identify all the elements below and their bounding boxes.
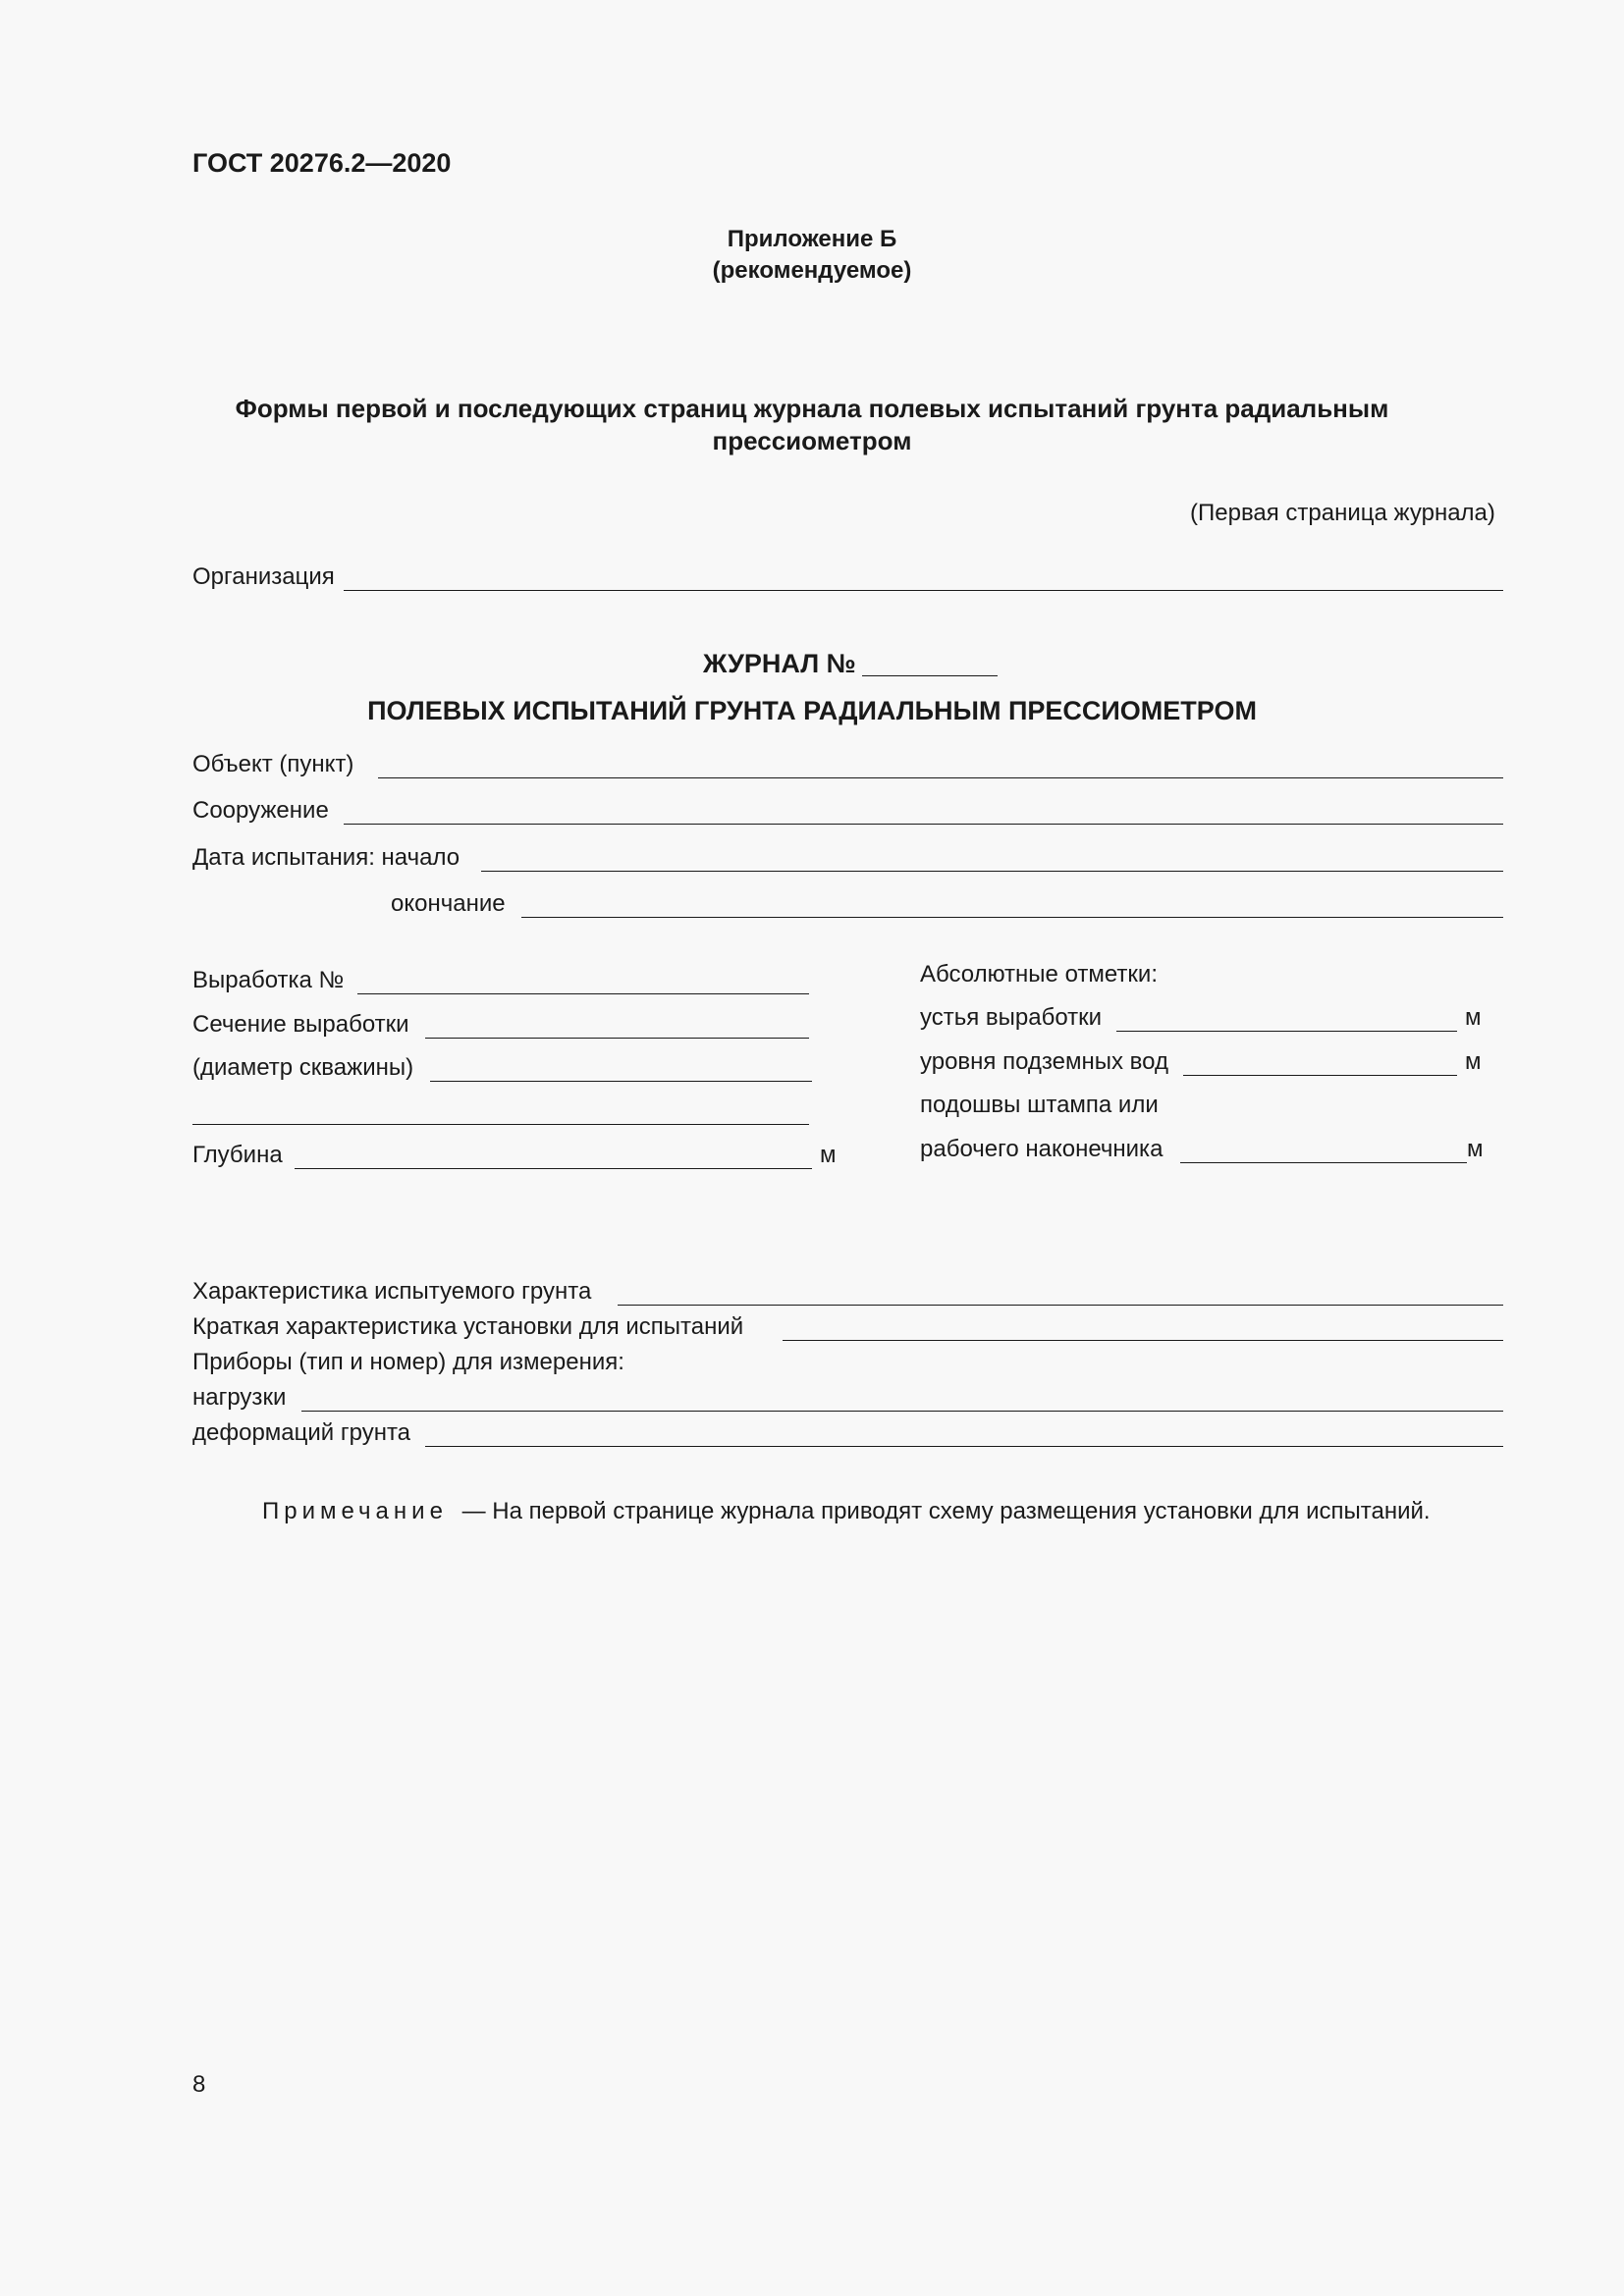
- mouth-label: устья выработки: [920, 1004, 1103, 1031]
- groundwater-label: уровня подземных вод: [920, 1048, 1168, 1075]
- journal-number-fill-line[interactable]: [862, 675, 998, 676]
- depth-unit: м: [820, 1142, 837, 1168]
- organization-label: Организация: [192, 563, 335, 590]
- page-marker: (Первая страница журнала): [1190, 500, 1495, 526]
- mouth-fill-line[interactable]: [1116, 1031, 1457, 1032]
- organization-fill-line[interactable]: [344, 590, 1503, 591]
- structure-label: Сооружение: [192, 797, 329, 824]
- test-date-end-label: окончание: [391, 890, 506, 917]
- installation-label: Краткая характеристика установки для испытаний: [192, 1313, 744, 1340]
- test-date-end-fill-line[interactable]: [521, 917, 1503, 918]
- journal-subtitle: ПОЛЕВЫХ ИСПЫТАНИЙ ГРУНТА РАДИАЛЬНЫМ ПРЕССИОМЕТРОМ: [367, 696, 1257, 725]
- journal-title: ЖУРНАЛ №: [703, 649, 856, 678]
- test-date-start-label: Дата испытания: начало: [192, 844, 460, 871]
- depth-label: Глубина: [192, 1142, 283, 1168]
- test-date-start-fill-line[interactable]: [481, 871, 1503, 872]
- mouth-unit: м: [1465, 1004, 1482, 1031]
- appendix-title: Приложение Б: [727, 226, 897, 252]
- soil-characteristics-label: Характеристика испытуемого грунта: [192, 1278, 592, 1305]
- form-heading-line1: Формы первой и последующих страниц журнала полевых испытаний грунта радиальным: [235, 394, 1389, 423]
- page-number: 8: [192, 2071, 206, 2098]
- note-label: Примечание: [262, 1498, 448, 1524]
- object-label: Объект (пункт): [192, 751, 354, 777]
- excavation-number-label: Выработка №: [192, 967, 345, 993]
- appendix-status: (рекомендуемое): [712, 257, 912, 284]
- object-fill-line[interactable]: [378, 777, 1503, 778]
- stamp-label-line2: рабочего наконечника: [920, 1136, 1164, 1162]
- soil-characteristics-fill-line[interactable]: [618, 1305, 1503, 1306]
- stamp-label-line1: подошвы штампа или: [920, 1092, 1159, 1118]
- extra-fill-line[interactable]: [192, 1124, 809, 1125]
- groundwater-unit: м: [1465, 1048, 1482, 1075]
- borehole-diameter-fill-line[interactable]: [430, 1081, 812, 1082]
- form-heading-line2: прессиометром: [712, 426, 912, 455]
- note: [262, 1498, 1431, 1525]
- borehole-diameter-label: (диаметр скважины): [192, 1054, 414, 1081]
- stamp-fill-line[interactable]: [1180, 1162, 1467, 1163]
- installation-fill-line[interactable]: [783, 1340, 1503, 1341]
- deformation-fill-line[interactable]: [425, 1446, 1503, 1447]
- instruments-label: Приборы (тип и номер) для измерения:: [192, 1349, 624, 1375]
- structure-fill-line[interactable]: [344, 824, 1503, 825]
- excavation-section-label: Сечение выработки: [192, 1011, 409, 1038]
- stamp-unit: м: [1467, 1136, 1484, 1162]
- load-fill-line[interactable]: [301, 1411, 1503, 1412]
- excavation-section-fill-line[interactable]: [425, 1038, 809, 1039]
- depth-fill-line[interactable]: [295, 1168, 812, 1169]
- load-label: нагрузки: [192, 1384, 287, 1411]
- document-standard-number: ГОСТ 20276.2—2020: [192, 148, 452, 178]
- groundwater-fill-line[interactable]: [1183, 1075, 1457, 1076]
- absolute-marks-heading: Абсолютные отметки:: [920, 961, 1158, 988]
- note-text: — На первой странице журнала приводят схему размещения установки для испытаний.: [461, 1498, 1431, 1524]
- deformation-label: деформаций грунта: [192, 1419, 411, 1446]
- excavation-number-fill-line[interactable]: [357, 993, 809, 994]
